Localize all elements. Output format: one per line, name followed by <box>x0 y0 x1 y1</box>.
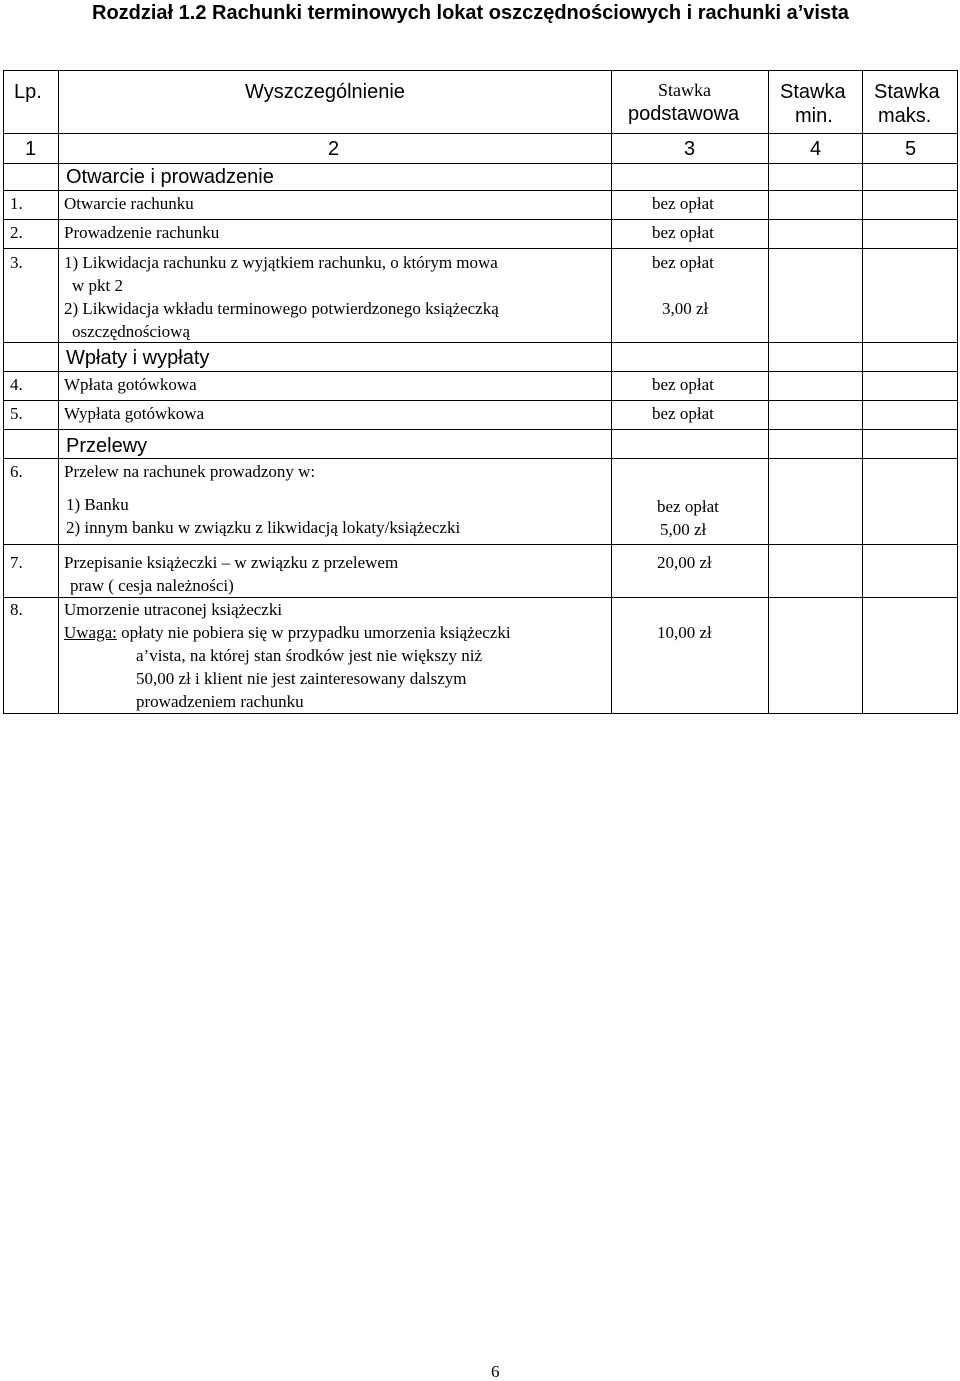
section-open-and-maintain: Otwarcie i prowadzenie <box>66 166 274 188</box>
row-7-basic-rate: 20,00 zł <box>657 553 712 572</box>
row-3-item2-basic-rate: 3,00 zł <box>662 299 709 318</box>
row-5-lp: 5. <box>10 404 23 423</box>
row-3-item1-line1: 1) Likwidacja rachunku z wyjątkiem rachunku, o którym mowa <box>64 253 498 272</box>
row-3-item2-line1: 2) Likwidacja wkładu terminowego potwierdzonego książeczką <box>64 299 499 318</box>
row-8-note-text: opłaty nie pobiera się w przypadku umorzenia książeczki <box>116 623 511 642</box>
row-8-text: Umorzenie utraconej książeczki <box>64 600 283 619</box>
column-number-5: 5 <box>905 138 917 160</box>
page-number: 6 <box>491 1362 500 1381</box>
page-title: Rozdział 1.2 Rachunki terminowych lokat oszczędnościowych i rachunki a’vista <box>92 2 849 24</box>
row-8-lp: 8. <box>10 600 23 619</box>
column-number-2: 2 <box>328 138 340 160</box>
row-1-text: Otwarcie rachunku <box>64 194 194 213</box>
row-8-note-line3: 50,00 zł i klient nie jest zainteresowany dalszym <box>136 669 467 688</box>
row-8-note-line1 <box>64 624 511 641</box>
row-8-note-line2: a’vista, na której stan środków jest nie większy niż <box>136 646 483 665</box>
column-number-3: 3 <box>684 138 696 160</box>
header-lp: Lp. <box>14 81 42 103</box>
row-4-lp: 4. <box>10 375 23 394</box>
row-8-basic-rate: 10,00 zł <box>657 623 712 642</box>
header-max-rate-line1: Stawka <box>874 81 940 103</box>
row-7-text-line1: Przepisanie książeczki – w związku z przelewem <box>64 553 399 572</box>
row-6-lp: 6. <box>10 462 23 481</box>
row-3-item1-basic-rate: bez opłat <box>652 253 714 272</box>
row-3-item1-line2: w pkt 2 <box>72 276 123 295</box>
header-min-rate-line2: min. <box>795 105 833 127</box>
header-description: Wyszczególnienie <box>245 81 405 103</box>
row-6-sub1-basic-rate: bez opłat <box>657 497 719 516</box>
section-deposits-withdrawals: Wpłaty i wypłaty <box>66 347 210 369</box>
header-max-rate-line2: maks. <box>878 105 932 127</box>
row-7-lp: 7. <box>10 553 23 572</box>
row-5-text: Wypłata gotówkowa <box>64 404 205 423</box>
row-6-text: Przelew na rachunek prowadzony w: <box>64 462 316 481</box>
header-basic-rate-line1: Stawka <box>658 80 711 100</box>
row-4-text: Wpłata gotówkowa <box>64 375 197 394</box>
row-7-text-line2: praw ( cesja należności) <box>70 576 234 595</box>
column-number-1: 1 <box>25 138 37 160</box>
header-basic-rate-line2: podstawowa <box>628 103 740 125</box>
row-6-sub2-basic-rate: 5,00 zł <box>660 520 707 539</box>
header-min-rate-line1: Stawka <box>780 81 846 103</box>
row-4-basic-rate: bez opłat <box>652 375 714 394</box>
row-6-sub2: 2) innym banku w związku z likwidacją lokaty/książeczki <box>66 518 461 537</box>
row-2-lp: 2. <box>10 223 23 242</box>
row-3-item2-line2: oszczędnościową <box>72 322 191 341</box>
row-8-note-line4: prowadzeniem rachunku <box>136 692 304 711</box>
row-2-text: Prowadzenie rachunku <box>64 223 220 242</box>
row-3-lp: 3. <box>10 253 23 272</box>
section-transfers: Przelewy <box>66 435 148 457</box>
row-5-basic-rate: bez opłat <box>652 404 714 423</box>
row-1-basic-rate: bez opłat <box>652 194 714 213</box>
row-2-basic-rate: bez opłat <box>652 223 714 242</box>
row-6-sub1: 1) Banku <box>66 495 129 514</box>
row-8-note-label: Uwaga: <box>64 623 117 642</box>
row-1-lp: 1. <box>10 194 23 213</box>
column-number-4: 4 <box>810 138 822 160</box>
